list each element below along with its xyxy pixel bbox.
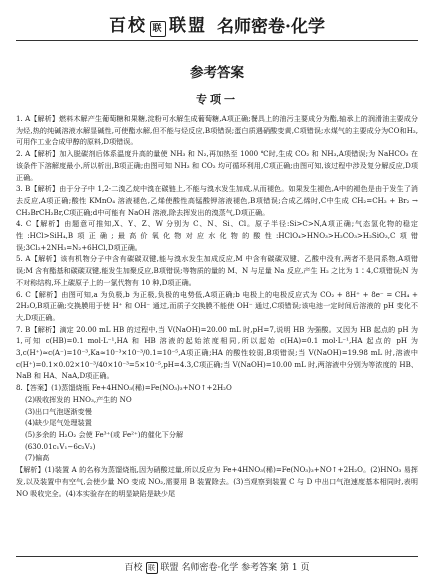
footer-brand-right: 联盟 — [160, 563, 179, 573]
brand-logo-icon: 联 — [150, 21, 166, 37]
answer-8-part-3: (3)出口气泡逐渐变慢 — [25, 406, 92, 416]
answer-8: 8.【答案】(1)蒸馏烧瓶 Fe+4HNO₃(稀)=Fe(NO₃)₃+NO↑+2H₂O — [16, 383, 232, 393]
answer-7: 7. B【解析】滴定 20.00 mL HB 的过程中,当 V(NaOH)=20.00 mL 时,pH=7,说明 HB 为强酸。又因为 HB 起点的 pH 为 1,可知 c(HB)=0.1 mol·L⁻¹,HA 和 HB 溶液的起始浓度相同,所以起始 c(HA)=0.1 mol·L⁻¹,HA 起点的 pH 为 3,c(H⁺)≈c(A⁻)=10⁻³,Ka≈10⁻³×10⁻³/0.1=10⁻⁵,A项正确;HA 的酸性较弱,B项错误;当 V(NaOH)=19.98 mL 时,溶液中 c(H⁺)=0.1×0.02×10⁻³/40×10⁻³=5×10⁻⁵,pH=4.3,C项正确;当 V(NaOH)=10.00 mL 时,两溶液中分别为等浓度的 HB、NaB 和 HA、NaA,D项正确。 — [16, 324, 418, 381]
answer-8-part-7: (7)偏高 — [25, 453, 50, 463]
answer-8-part-2: (2)吸收挥发的 HNO₃,产生的 NO — [25, 394, 132, 404]
answer-content — [16, 113, 418, 499]
brand-right: 联盟 — [169, 16, 208, 36]
footer-brand-left: 百校 — [124, 563, 143, 573]
answer-3: 3. B【解析】由于分子中 1,2-二溴乙烷中溴在碳链上,不能与溴水发生加成,从而褪色。如果发生褪色,A中的褪色是由于发生了消去反应,A项正确;酸性 KMnO₄ 溶液褪色,乙烯使酸性高锰酸钾溶液褪色,B项错误;合成乙烯时,C中生成 CH₂=CH₂ + Br₂ → CH₂BrCH₂Br,C项正确;d中可能有 NaOH 溶液,除去挥发出的溴蒸气,D项正确。 — [16, 184, 418, 217]
answer-8-part-5: (5)多余的 H₂O₂ 会使 Fe³⁺(或 Fe²⁺)的催化下分解 — [25, 429, 184, 439]
answer-8-analysis: 【解析】(1)装置 A 的名称为蒸馏烧瓶,因为硝酸过量,所以反应为 Fe+4HNO₃(稀)=Fe(NO₃)₃+NO↑+2H₂O。(2)HNO₃ 易挥发,以及装置中有空气,会使少量 NO 变成 NO₂,需要用 B 装置除去。(3)当观察到装置 C 与 D 中出口气泡速度基本相同时,表明 NO 吸收完全。(4)本实验存在的明显缺陷是缺少尾 — [16, 465, 418, 498]
answer-5: 5. A【解析】该有机物分子中含有碳碳双键,能与溴水发生加成反应,M 中含有碳碳双键、乙酸中没有,两者不是同系物,A项错误;M 含有酯基和碳碳双键,能发生加聚反应,B项错误;等物质的量的 M、N 与足量 Na 反应,产生 H₂ 之比为 1∶4,C项错误;N 为不对称结构,环上碳原子上的一氯代物有 10 种,D项正确。 — [16, 254, 418, 287]
subject-title: 名师密卷·化学 — [217, 16, 325, 37]
page-header — [16, 12, 418, 41]
answer-8-part-6: (630.01c₁V₁−6c₂V₂) — [25, 441, 96, 451]
section-title: 专项一 — [196, 93, 238, 106]
footer-text: 名师密卷·化学 参考答案 第 1 页 — [181, 563, 310, 573]
footer-logo-icon: 联 — [146, 562, 158, 574]
brand-name — [109, 11, 207, 37]
answer-6: 6. C【解析】由图可知,a 为负极,b 为正极,负极的电势低,A项正确;b 电极上的电极反应式为 CO₂ + 8H⁺ + 8e⁻ = CH₄ + 2H₂O,B项正确;交换膜用于使 H⁺ 和 OH⁻ 通过,而质子交换膜不能使 OH⁻ 通过,C项错误;该电池一定时间后溶液的 pH 变化不大,D项正确。 — [16, 289, 418, 322]
answer-2: 2. A【解析】加入脱碳剂后体系温度升高的量使 NH₃ 和 N₂,再加热至 1000 ℃时,生成 CO₂ 和 NH₃,A项错误;为 NaHCO₃ 在该条件下溶解度最小,所以析出,B项正确;由图可知 NH₃ 和 CO₂ 均可循环利用,C项正确;由图可知,该过程中涉及复分解反应,D项正确。 — [16, 149, 418, 182]
brand-left: 百校 — [109, 16, 148, 36]
page-footer — [16, 556, 418, 574]
page-title: 参考答案 — [190, 65, 244, 81]
answer-1: 1. A【解析】燃料木解产生葡萄糖和果糖,淀粉可水解生成葡萄糖,A项正确;餐具上的油污主要成分为酯,轴承上的润滑油主要成分为烃,热的纯碱溶液水解显碱性,可使酯水解,但不能与烃反应,B项错误;蛋白质遇硝酸变黄,C项错误;水煤气的主要成分为CO和H₂,可用作工业合成甲醇的原料,D项错误。 — [16, 114, 418, 147]
answer-4: 4. C【解析】由题意可推知,X、Y、Z、W 分别为 C、N、Si、Cl。原子半径:Si>C>N,A项正确;气态氢化物的稳定性:HCl>SiH₄,B项正确;最高价氧化物对应水化物的酸性:HClO₄>HNO₃>H₂CO₃>H₂SiO₃,C项错误;3Cl₂+2NH₃=N₂+6HCl,D项正确。 — [16, 219, 418, 252]
answer-8-part-4: (4)缺少尾气处理装置 — [25, 418, 92, 428]
